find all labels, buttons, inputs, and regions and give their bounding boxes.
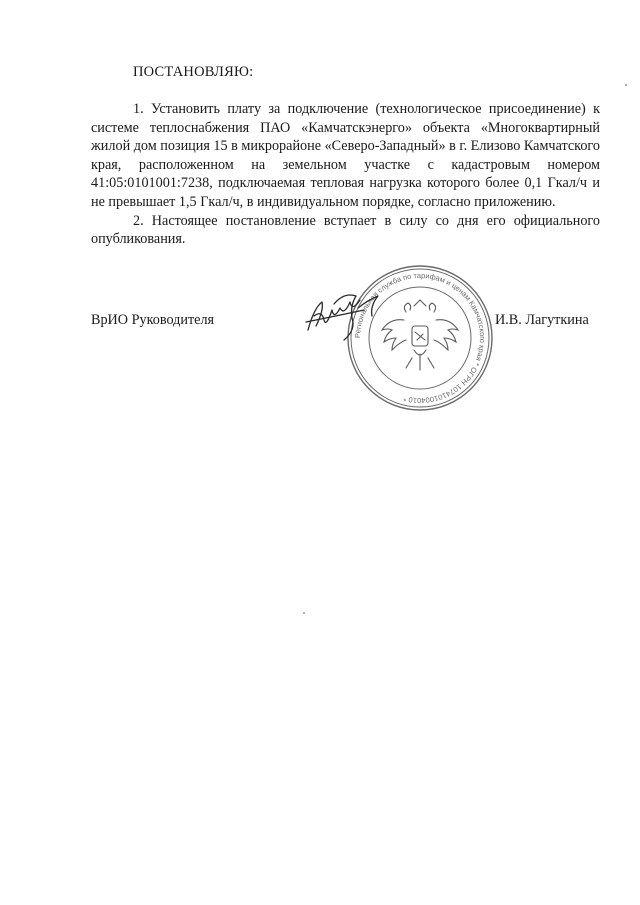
eagle-emblem <box>382 300 458 370</box>
handwritten-signature <box>300 286 392 344</box>
resolution-body <box>91 100 600 249</box>
paragraph-2: 2. Настоящее постановление вступает в силу со дня его официального опубликования. <box>91 212 600 248</box>
signer-name: И.В. Лагуткина <box>495 312 589 328</box>
scan-speck <box>303 612 305 614</box>
signer-position: ВрИО Руководителя <box>91 312 215 328</box>
seal-ring-text: Региональная служба по тарифам и ценам Камчатского края * ОГРН 1074101004010 * <box>352 270 488 406</box>
resolution-heading: ПОСТАНОВЛЯЮ: <box>133 64 254 80</box>
scan-speck <box>625 84 627 86</box>
paragraph-1: 1. Установить плату за подключение (технологическое присоединение) к системе теплоснабжения ПАО «Камчатскэнерго» объекта «Многоквартирный жилой дом позиция 15 в микрорайоне «Северо-Западный» в г. Елизово Камчатского края, расположенном на земельном участке с кадастровым номером 41:05:0101001:7238, подключаемая тепловая нагрузка которого более 0,1 Гкал/ч и не превышает 1,5 Гкал/ч, в индивидуальном порядке, согласно приложению. <box>91 101 600 210</box>
